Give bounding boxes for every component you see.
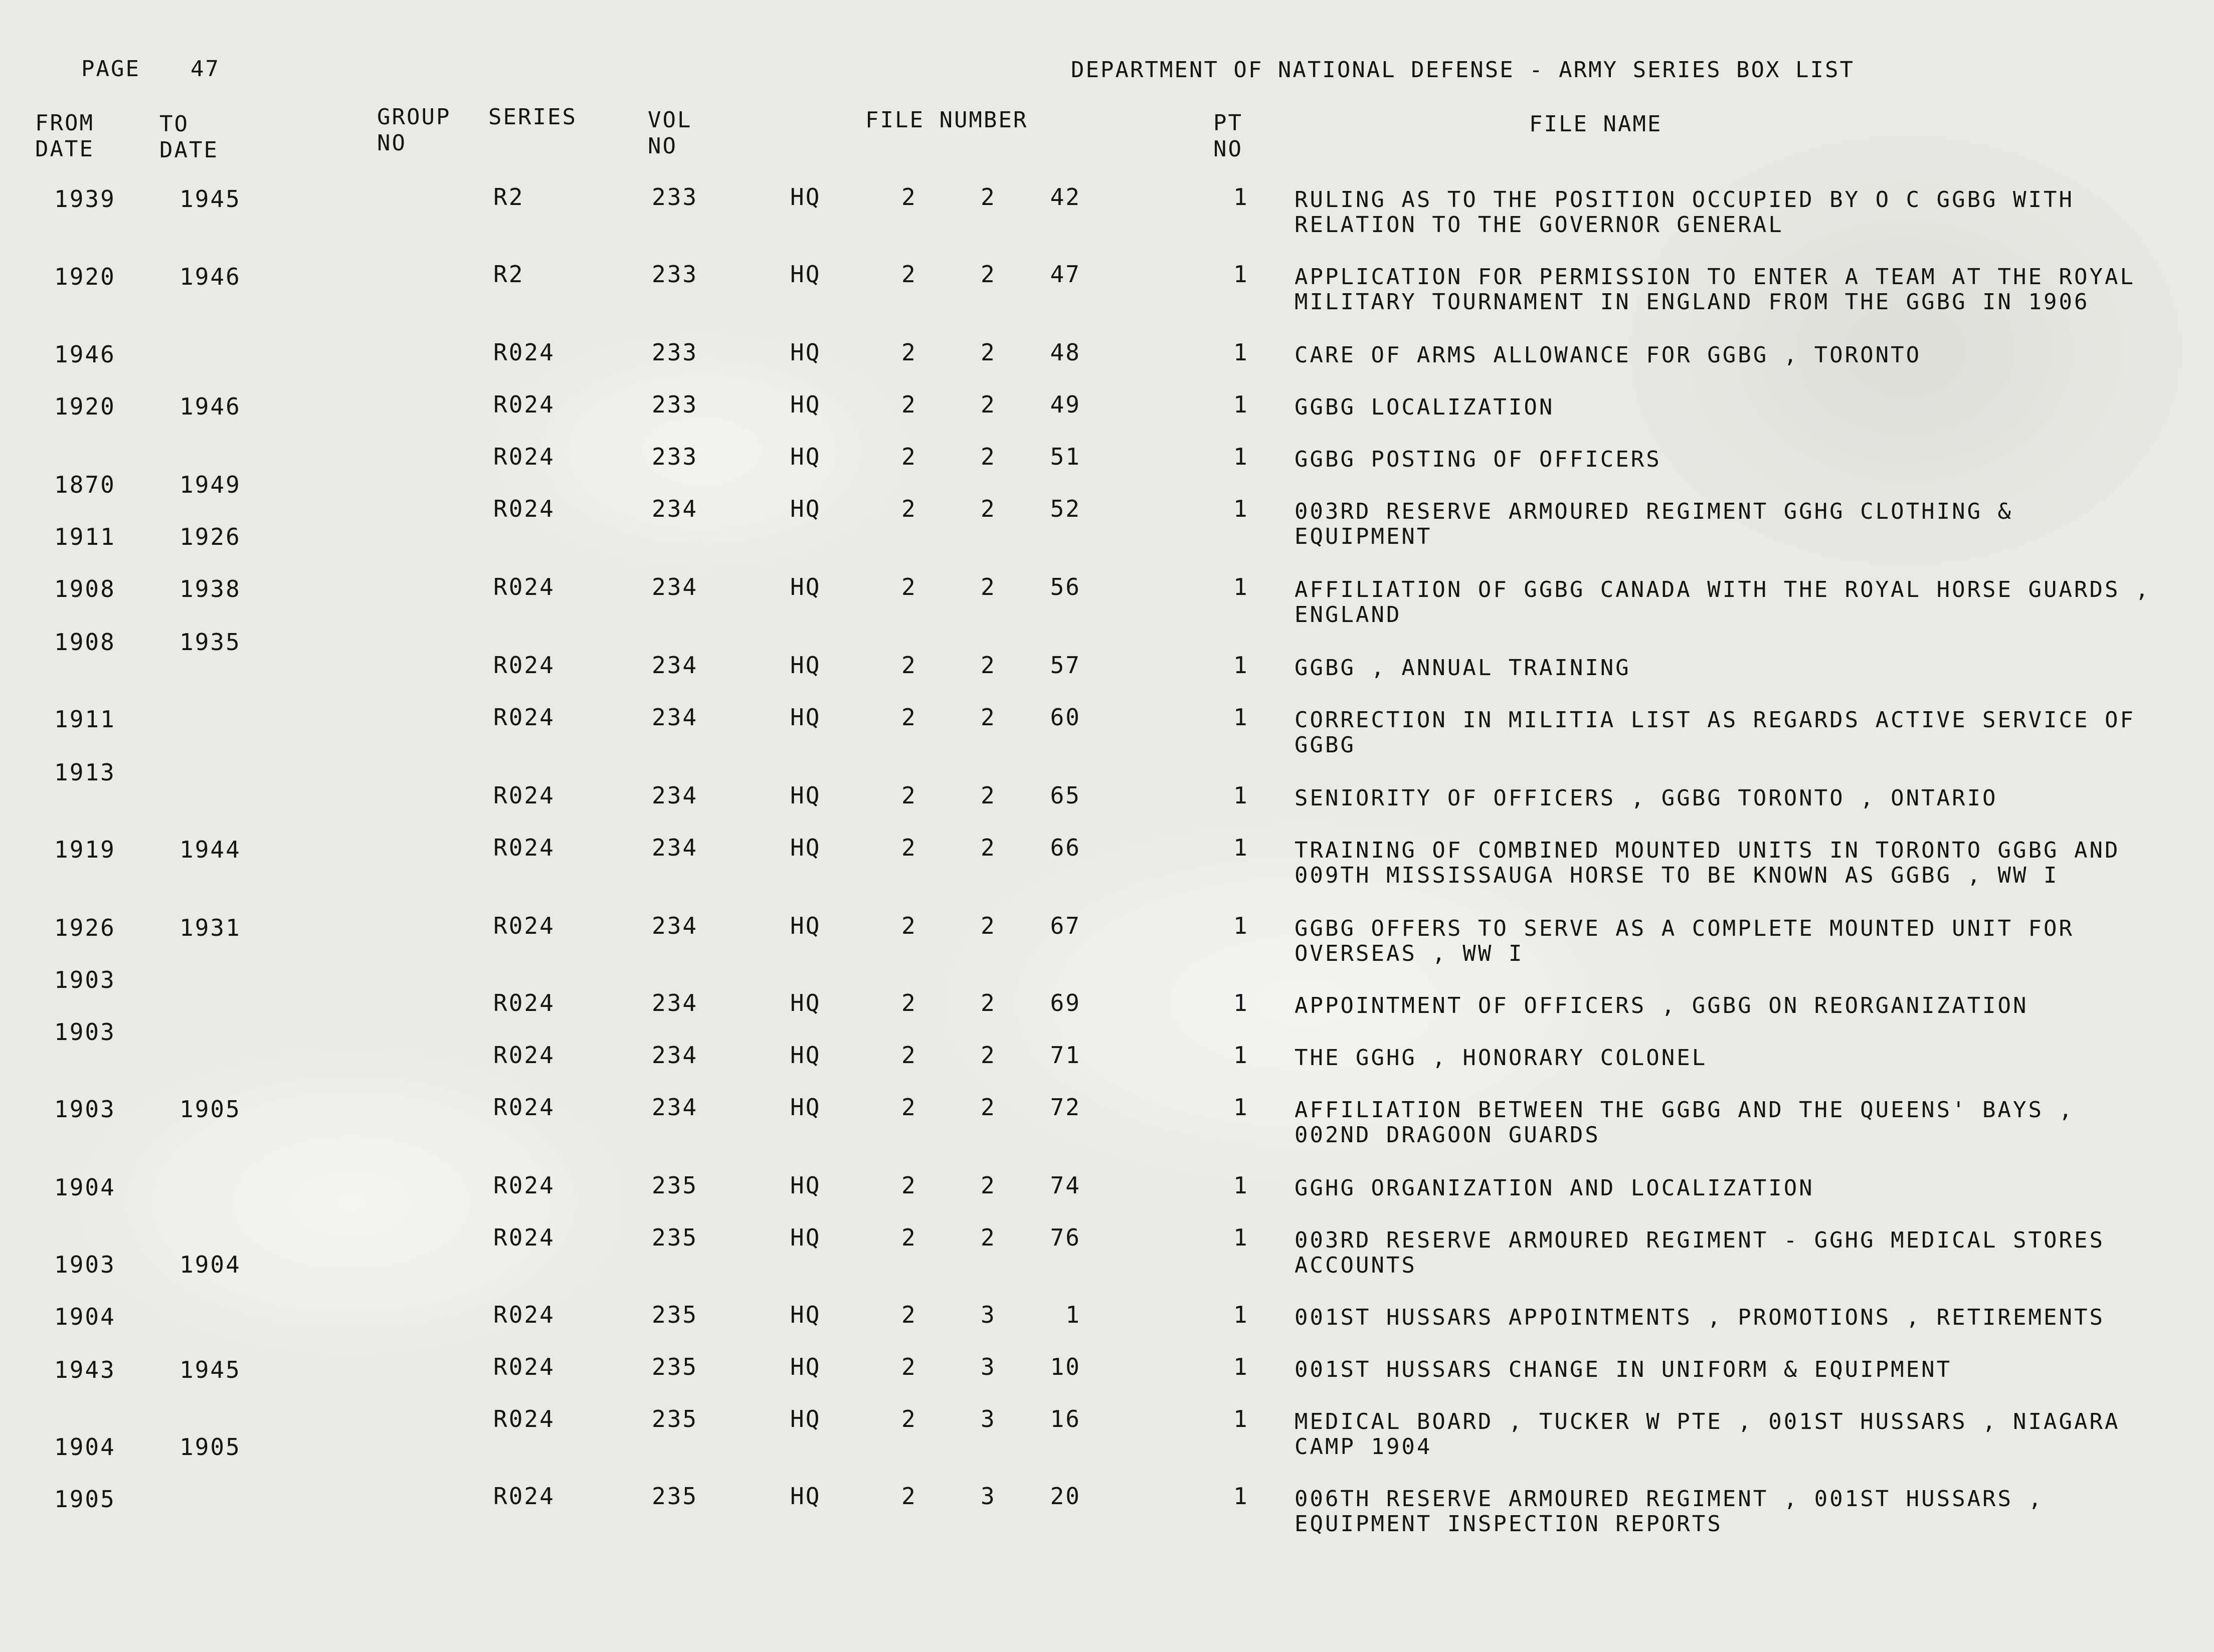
series-code: R024 [493,339,555,366]
file-number-part-2: 2 [981,495,996,522]
column-header-file-name: FILE NAME [1529,111,1663,137]
from-date: 1920 [54,263,116,290]
file-number-part-2: 2 [981,1224,996,1251]
to-date: 1905 [179,1433,241,1461]
from-date: 1905 [54,1486,116,1513]
from-date: 1913 [54,759,116,786]
file-number-part-1: 2 [901,1042,917,1069]
part-number: 1 [1233,573,1249,600]
file-number-part-3: 65 [1050,782,1081,809]
file-name: GGBG POSTING OF OFFICERS [1295,447,1662,472]
file-number-part-3: 48 [1050,339,1081,366]
to-date: 1938 [179,575,241,602]
file-prefix: HQ [790,443,821,470]
page-label: PAGE [81,56,140,82]
volume-number: 234 [652,782,698,809]
file-number-part-3: 47 [1050,261,1081,288]
series-code: R024 [493,495,555,522]
file-number-part-2: 2 [981,1094,996,1121]
file-prefix: HQ [790,1094,821,1121]
series-code: R024 [493,989,555,1016]
file-name: AFFILIATION OF GGBG CANADA WITH THE ROYAL HORSE GUARDS , ENGLAND [1295,577,2151,628]
column-header-group-no: GROUP NO [377,104,451,156]
file-number-part-1: 2 [901,782,917,809]
volume-number: 234 [652,1042,698,1069]
from-date: 1903 [54,1018,116,1046]
file-prefix: HQ [790,391,821,418]
file-number-part-1: 2 [901,1405,917,1432]
part-number: 1 [1233,1353,1249,1380]
series-code: R024 [493,1353,555,1380]
file-number-part-1: 2 [901,1094,917,1121]
series-code: R024 [493,443,555,470]
file-number-part-3: 69 [1050,989,1081,1016]
volume-number: 233 [652,443,698,470]
series-code: R024 [493,1405,555,1432]
from-date: 1904 [54,1303,116,1330]
file-prefix: HQ [790,183,821,211]
part-number: 1 [1233,1094,1249,1121]
from-date: 1870 [54,471,116,498]
file-number-part-2: 2 [981,1172,996,1199]
to-date: 1931 [179,914,241,941]
part-number: 1 [1233,495,1249,522]
from-date: 1903 [54,966,116,993]
series-code: R024 [493,1224,555,1251]
file-prefix: HQ [790,652,821,679]
file-number-part-2: 3 [981,1353,996,1380]
series-code: R024 [493,782,555,809]
series-code: R2 [493,261,524,288]
to-date: 1945 [179,185,241,213]
series-code: R024 [493,1301,555,1328]
file-name: 001ST HUSSARS APPOINTMENTS , PROMOTIONS , RETIREMENTS [1295,1305,2105,1330]
file-number-part-1: 2 [901,183,917,211]
column-header-series: SERIES [488,104,577,130]
file-number-part-2: 2 [981,652,996,679]
file-number-part-1: 2 [901,652,917,679]
file-prefix: HQ [790,1483,821,1510]
file-prefix: HQ [790,782,821,809]
file-name: TRAINING OF COMBINED MOUNTED UNITS IN TORONTO GGBG AND 009TH MISSISSAUGA HORSE TO BE KNOWN AS GGBG , WW I [1295,838,2120,888]
volume-number: 235 [652,1172,698,1199]
series-code: R024 [493,391,555,418]
to-date: 1944 [179,836,241,863]
file-prefix: HQ [790,261,821,288]
series-code: R024 [493,573,555,600]
part-number: 1 [1233,1042,1249,1069]
file-name: 003RD RESERVE ARMOURED REGIMENT GGHG CLOTHING & EQUIPMENT [1295,499,2013,549]
page-number: 47 [191,56,220,82]
volume-number: 234 [652,495,698,522]
file-name: 006TH RESERVE ARMOURED REGIMENT , 001ST HUSSARS , EQUIPMENT INSPECTION REPORTS [1295,1486,2044,1537]
volume-number: 234 [652,1094,698,1121]
file-number-part-1: 2 [901,1224,917,1251]
from-date: 1911 [54,523,116,550]
file-name: MEDICAL BOARD , TUCKER W PTE , 001ST HUSSARS , NIAGARA CAMP 1904 [1295,1409,2120,1460]
file-name: GGHG ORGANIZATION AND LOCALIZATION [1295,1175,1814,1201]
file-number-part-1: 2 [901,391,917,418]
part-number: 1 [1233,1301,1249,1328]
file-prefix: HQ [790,1172,821,1199]
to-date: 1935 [179,629,241,656]
from-date: 1911 [54,706,116,733]
file-number-part-1: 2 [901,834,917,861]
from-date: 1903 [54,1251,116,1278]
file-name: AFFILIATION BETWEEN THE GGBG AND THE QUEENS' BAYS , 002ND DRAGOON GUARDS [1295,1097,2075,1148]
file-number-part-1: 2 [901,1301,917,1328]
to-date: 1945 [179,1356,241,1383]
file-prefix: HQ [790,495,821,522]
from-date: 1939 [54,185,116,213]
file-number-part-1: 2 [901,261,917,288]
file-name: APPOINTMENT OF OFFICERS , GGBG ON REORGANIZATION [1295,993,2028,1018]
part-number: 1 [1233,1172,1249,1199]
file-prefix: HQ [790,339,821,366]
file-number-part-2: 2 [981,443,996,470]
part-number: 1 [1233,989,1249,1016]
part-number: 1 [1233,339,1249,366]
from-date: 1920 [54,393,116,420]
series-code: R024 [493,912,555,939]
part-number: 1 [1233,782,1249,809]
file-number-part-2: 2 [981,261,996,288]
file-number-part-1: 2 [901,1483,917,1510]
file-number-part-3: 51 [1050,443,1081,470]
part-number: 1 [1233,1483,1249,1510]
file-name: CARE OF ARMS ALLOWANCE FOR GGBG , TORONTO [1295,342,1922,368]
volume-number: 233 [652,261,698,288]
file-number-part-3: 20 [1050,1483,1081,1510]
from-date: 1904 [54,1174,116,1201]
file-number-part-3: 76 [1050,1224,1081,1251]
part-number: 1 [1233,912,1249,939]
file-number-part-2: 2 [981,704,996,731]
to-date: 1949 [179,471,241,498]
column-header-from-date: FROM DATE [35,110,94,162]
part-number: 1 [1233,1405,1249,1432]
part-number: 1 [1233,261,1249,288]
series-code: R024 [493,652,555,679]
file-number-part-3: 52 [1050,495,1081,522]
column-header-pt-no: PT NO [1213,110,1243,162]
file-name: GGBG , ANNUAL TRAINING [1295,655,1631,681]
part-number: 1 [1233,183,1249,211]
from-date: 1919 [54,836,116,863]
file-number-part-3: 16 [1050,1405,1081,1432]
file-number-part-2: 2 [981,1042,996,1069]
from-date: 1904 [54,1433,116,1461]
part-number: 1 [1233,1224,1249,1251]
file-number-part-3: 10 [1050,1353,1081,1380]
to-date: 1904 [179,1251,241,1278]
from-date: 1926 [54,914,116,941]
file-number-part-1: 2 [901,339,917,366]
file-number-part-3: 1 [1065,1301,1081,1328]
file-number-part-1: 2 [901,495,917,522]
file-prefix: HQ [790,989,821,1016]
part-number: 1 [1233,704,1249,731]
part-number: 1 [1233,443,1249,470]
from-date: 1903 [54,1096,116,1123]
file-number-part-2: 2 [981,183,996,211]
file-number-part-3: 67 [1050,912,1081,939]
file-prefix: HQ [790,1301,821,1328]
file-number-part-2: 2 [981,989,996,1016]
volume-number: 233 [652,183,698,211]
volume-number: 235 [652,1353,698,1380]
volume-number: 235 [652,1224,698,1251]
file-number-part-1: 2 [901,573,917,600]
file-prefix: HQ [790,704,821,731]
from-date: 1943 [54,1356,116,1383]
file-number-part-1: 2 [901,912,917,939]
file-name: CORRECTION IN MILITIA LIST AS REGARDS ACTIVE SERVICE OF GGBG [1295,707,2135,758]
file-name: THE GGHG , HONORARY COLONEL [1295,1045,1708,1071]
from-date: 1908 [54,575,116,602]
file-prefix: HQ [790,573,821,600]
volume-number: 235 [652,1483,698,1510]
to-date: 1946 [179,393,241,420]
volume-number: 235 [652,1405,698,1432]
from-date: 1946 [54,341,116,368]
file-number-part-2: 3 [981,1301,996,1328]
file-name: 001ST HUSSARS CHANGE IN UNIFORM & EQUIPMENT [1295,1357,1952,1382]
file-number-part-2: 2 [981,912,996,939]
file-number-part-3: 72 [1050,1094,1081,1121]
column-header-to-date: TO DATE [159,111,219,163]
to-date: 1926 [179,523,241,550]
file-number-part-2: 3 [981,1405,996,1432]
part-number: 1 [1233,391,1249,418]
to-date: 1946 [179,263,241,290]
file-prefix: HQ [790,912,821,939]
file-number-part-3: 74 [1050,1172,1081,1199]
file-number-part-2: 2 [981,573,996,600]
file-number-part-2: 2 [981,391,996,418]
volume-number: 234 [652,704,698,731]
file-prefix: HQ [790,834,821,861]
series-code: R024 [493,1094,555,1121]
file-name: RULING AS TO THE POSITION OCCUPIED BY O C GGBG WITH RELATION TO THE GOVERNOR GENERAL [1295,187,2075,238]
file-number-part-1: 2 [901,443,917,470]
part-number: 1 [1233,652,1249,679]
file-number-part-1: 2 [901,1353,917,1380]
volume-number: 234 [652,989,698,1016]
file-number-part-3: 42 [1050,183,1081,211]
column-header-vol-no: VOL NO [648,107,692,159]
volume-number: 233 [652,391,698,418]
volume-number: 234 [652,834,698,861]
file-number-part-3: 66 [1050,834,1081,861]
file-name: APPLICATION FOR PERMISSION TO ENTER A TEAM AT THE ROYAL MILITARY TOURNAMENT IN ENGLAND FROM THE GGBG IN 1906 [1295,264,2135,315]
file-number-part-2: 2 [981,339,996,366]
file-name: SENIORITY OF OFFICERS , GGBG TORONTO , ONTARIO [1295,785,1998,811]
volume-number: 234 [652,652,698,679]
file-number-part-2: 3 [981,1483,996,1510]
file-number-part-3: 56 [1050,573,1081,600]
file-name: 003RD RESERVE ARMOURED REGIMENT - GGHG MEDICAL STORES ACCOUNTS [1295,1227,2105,1278]
file-number-part-3: 71 [1050,1042,1081,1069]
file-number-part-3: 49 [1050,391,1081,418]
file-number-part-1: 2 [901,989,917,1016]
file-name: GGBG LOCALIZATION [1295,394,1555,420]
volume-number: 234 [652,912,698,939]
file-number-part-3: 60 [1050,704,1081,731]
file-prefix: HQ [790,1353,821,1380]
from-date: 1908 [54,629,116,656]
series-code: R2 [493,183,524,211]
volume-number: 233 [652,339,698,366]
column-header-file-number: FILE NUMBER [865,107,1028,133]
page-title: DEPARTMENT OF NATIONAL DEFENSE - ARMY SERIES BOX LIST [1071,57,1855,83]
file-number-part-3: 57 [1050,652,1081,679]
file-prefix: HQ [790,1042,821,1069]
series-code: R024 [493,1483,555,1510]
series-code: R024 [493,1172,555,1199]
series-code: R024 [493,704,555,731]
volume-number: 235 [652,1301,698,1328]
file-prefix: HQ [790,1224,821,1251]
to-date: 1905 [179,1096,241,1123]
file-number-part-2: 2 [981,782,996,809]
volume-number: 234 [652,573,698,600]
file-number-part-1: 2 [901,704,917,731]
series-code: R024 [493,834,555,861]
series-code: R024 [493,1042,555,1069]
file-prefix: HQ [790,1405,821,1432]
file-name: GGBG OFFERS TO SERVE AS A COMPLETE MOUNTED UNIT FOR OVERSEAS , WW I [1295,916,2075,966]
part-number: 1 [1233,834,1249,861]
file-number-part-2: 2 [981,834,996,861]
file-number-part-1: 2 [901,1172,917,1199]
